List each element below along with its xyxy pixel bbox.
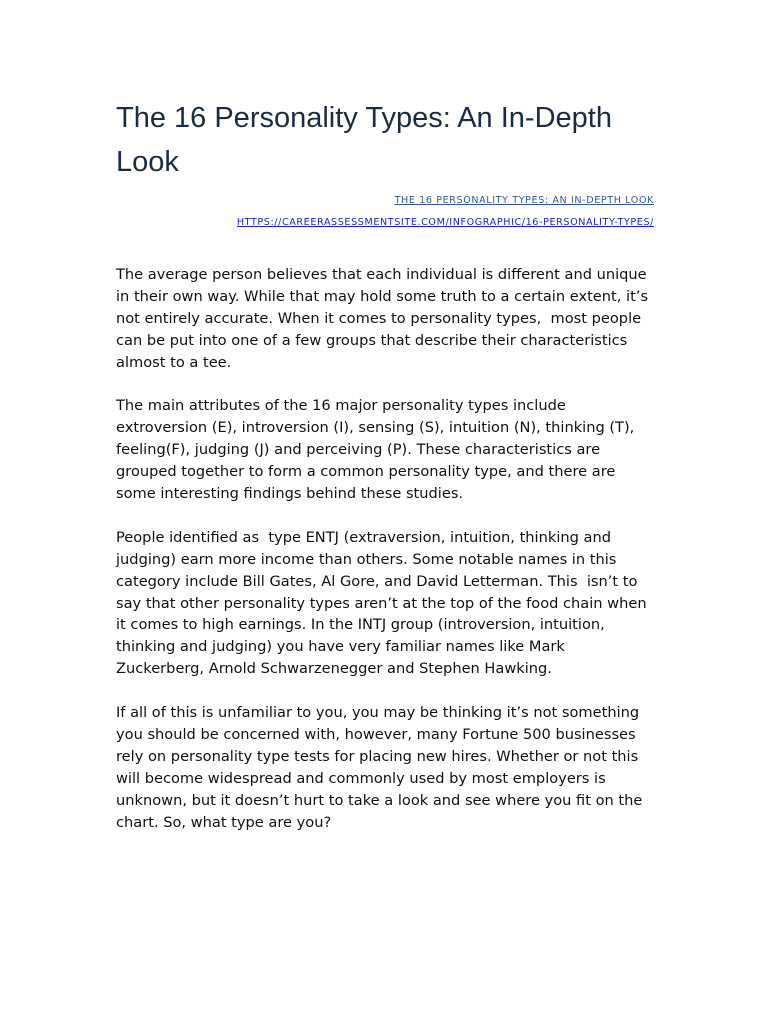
source-title-link[interactable]: THE 16 PERSONALITY TYPES: AN IN-DEPTH LOOK [394, 195, 654, 206]
source-url-link[interactable]: HTTPS://CAREERASSESSMENTSITE.COM/INFOGRAPHIC/16-PERSONALITY-TYPES/ [236, 217, 654, 228]
document-page [116, 96, 654, 855]
paragraph-3: People identified as type ENTJ (extraversion, intuition, thinking and judging) earn more income than others. Some notable names in this category include Bill Gates, Al Gore, and David Letterman. This isn’t to say that other personality types aren’t at the top of the food chain when it comes to high earnings. In the INTJ group (introversion, intuition, thinking and judging) you have very familiar names like Mark Zuckerberg, Arnold Schwarzenegger and Stephen Hawking. [116, 528, 652, 678]
paragraph-4: If all of this is unfamiliar to you, you may be thinking it’s not something you should be concerned with, however, many Fortune 500 businesses rely on personality type tests for placing new hires. Whether or not this will become widespread and commonly used by most employers is unknown, but it doesn’t hurt to take a look and see where you fit on the chart. So, what type are you? [116, 704, 648, 831]
paragraph-1: The average person believes that each individual is different and unique in their own way. While that may hold some truth to a certain extent, it’s not entirely accurate. When it comes to personality types, most people can be put into one of a few groups that describe their characteristics almost to a tee. [116, 266, 653, 371]
source-links [116, 190, 654, 234]
paragraph-2: The main attributes of the 16 major personality types include extroversion (E), introversion (I), sensing (S), intuition (N), thinking (T), feeling(F), judging (J) and perceiving (P). These characteristics are grouped together to form a common personality type, and there are some interesting findings behind these studies. [116, 397, 639, 503]
document-body [116, 264, 654, 834]
document-title: The 16 Personality Types: An In-Depth Look [116, 102, 612, 178]
